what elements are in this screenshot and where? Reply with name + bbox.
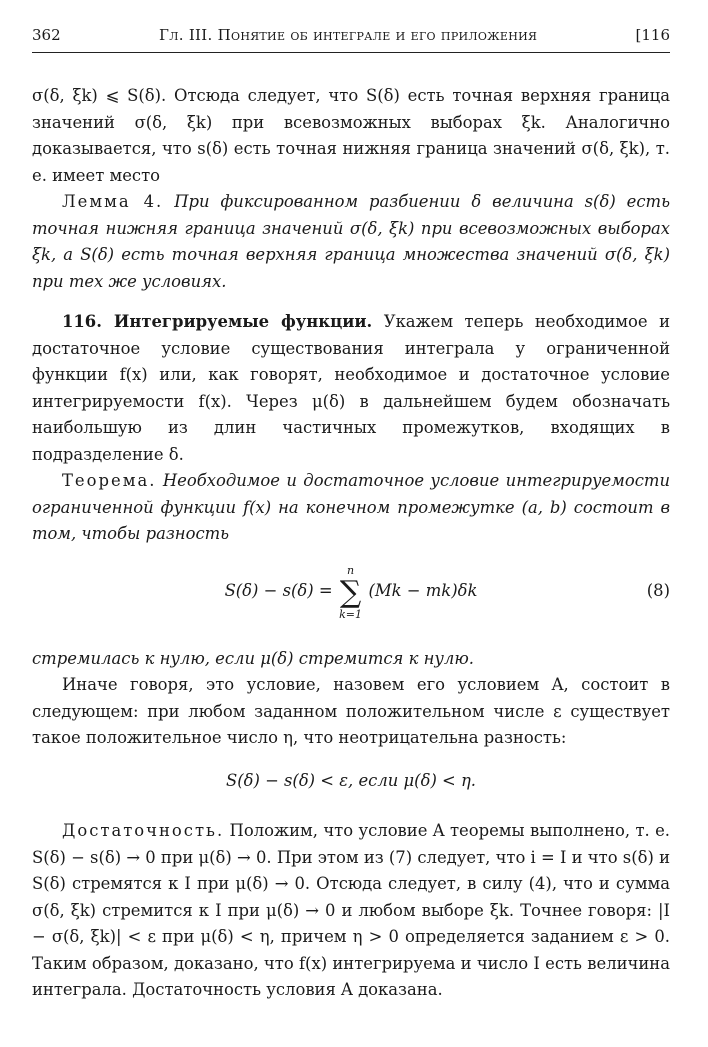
book-page bbox=[32, 26, 670, 1004]
paragraph-condition-a: Иначе говоря, это условие, назовем его условием A, состоит в следующем: при любом заданном положительном числе ε существует такое положительное число η, что неотрицательна разность: bbox=[32, 675, 670, 747]
section-text: Укажем теперь необходимое и достаточное условие существования интеграла у ограниченной функции f(x) или, как говорят, необходимое и достаточное условие интегрируемости f(x). Через μ(δ) в дальнейшем будем обозначать наибольшую из длин частичных промежутков, входящих в подразделение δ. bbox=[32, 312, 670, 464]
section-reference: [116 bbox=[635, 26, 670, 44]
lemma-text: При фиксированном разбиении δ величина s(δ) есть точная нижняя граница значений σ(δ, ξk) при всевозможных выборах ξk, а S(δ) есть точная верхняя граница множества значений σ(δ, ξk) при тех же условиях. bbox=[32, 192, 671, 291]
theorem bbox=[32, 468, 670, 548]
formula-condition: S(δ) − s(δ) < ε, если μ(δ) < η. bbox=[225, 770, 477, 790]
sum-lower-limit: k=1 bbox=[339, 607, 362, 621]
page-body bbox=[32, 83, 670, 1004]
lemma-4 bbox=[32, 189, 670, 295]
sufficiency-label: Достаточность. bbox=[62, 821, 225, 840]
theorem-ending: стремилась к нулю, если μ(δ) стремится к нулю. bbox=[32, 648, 474, 668]
sum-upper-limit: n bbox=[347, 563, 355, 577]
section-heading: 116. Интегрируемые функции. bbox=[62, 312, 373, 331]
lemma-label: Лемма 4. bbox=[62, 192, 164, 211]
formula-8-rhs: (Mk − mk)δk bbox=[368, 580, 478, 600]
running-header bbox=[32, 26, 670, 53]
sum-symbol: ∑ bbox=[339, 574, 362, 610]
theorem-label: Теорема. bbox=[62, 471, 157, 490]
equation-number: (8) bbox=[646, 580, 670, 600]
summation-sign bbox=[339, 563, 362, 621]
formula-8 bbox=[32, 558, 670, 634]
formula-8-body bbox=[32, 563, 670, 621]
sufficiency-proof bbox=[32, 818, 670, 1004]
formula-8-lhs: S(δ) − s(δ) = bbox=[224, 580, 333, 600]
page-number: 362 bbox=[32, 26, 61, 44]
chapter-title: Гл. III. Понятие об интеграле и его приложения bbox=[158, 26, 538, 44]
paragraph-intro: σ(δ, ξk) ⩽ S(δ). Отсюда следует, что S(δ) есть точная верхняя граница значений σ(δ, ξk) при всевозможных выборах ξk. Аналогично доказывается, что s(δ) есть точная нижняя граница значений σ(δ, ξk), т. е. имеет место bbox=[32, 86, 670, 185]
theorem-text: Необходимое и достаточное условие интегрируемости ограниченной функции f(x) на конечном промежутке (a, b) состоит в том, чтобы разность bbox=[32, 471, 670, 543]
sufficiency-text: Положим, что условие A теоремы выполнено, т. е. S(δ) − s(δ) → 0 при μ(δ) → 0. При этом из (7) следует, что i = I и что s(δ) и S(δ) стремятся к I при μ(δ) → 0. Отсюда следует, в силу (4), что и сумма σ(δ, ξk) стремится к I при μ(δ) → 0 и любом выборе ξk. Точнее говоря: |I − σ(δ, ξk)| < ε при μ(δ) < η, причем η > 0 определяется заданием ε > 0. Таким образом, доказано, что f(x) интегрируема и число I есть величина интеграла. Достаточность условия A доказана. bbox=[32, 821, 670, 999]
section-116 bbox=[32, 309, 670, 468]
